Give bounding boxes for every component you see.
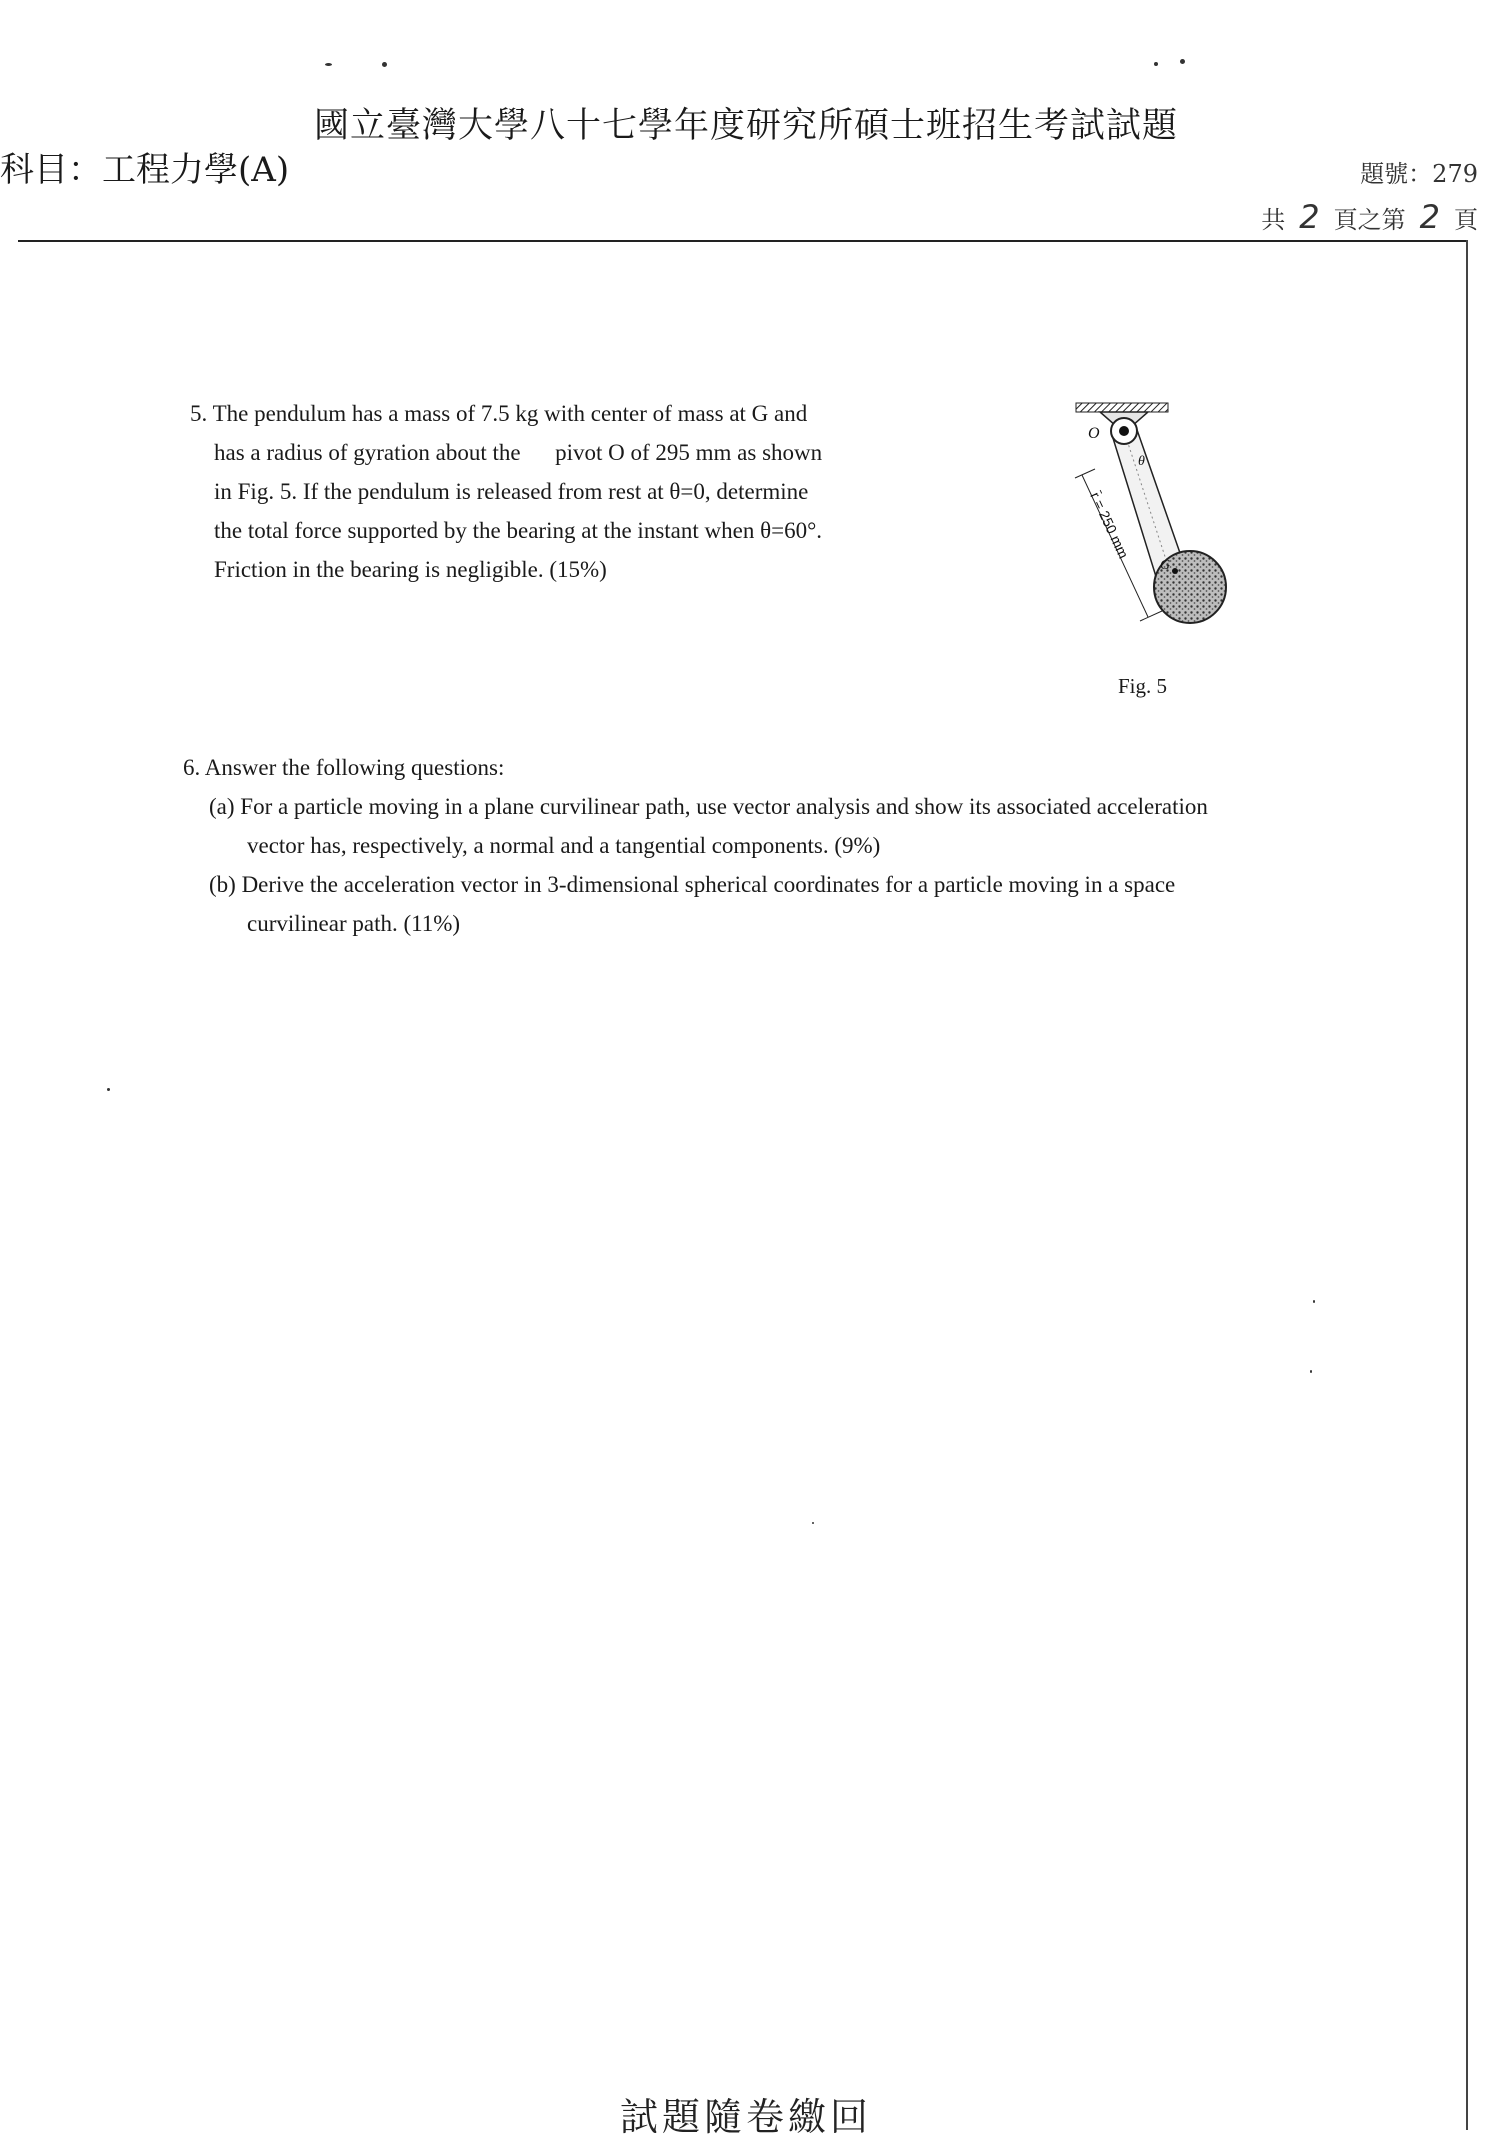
problem-5-line: 5. The pendulum has a mass of 7.5 kg with center of mass at G and	[190, 401, 808, 426]
ceiling-support	[1076, 403, 1168, 412]
problem-6b-line: (b) Derive the acceleration vector in 3-dimensional spherical coordinates for a particle moving in a space	[209, 872, 1176, 897]
problem-5-line: in Fig. 5. If the pendulum is released from rest at θ=0, determine	[214, 479, 809, 504]
page-suffix: 頁	[1454, 206, 1478, 234]
page-total-prefix: 共	[1261, 206, 1286, 234]
problem-6b-line: curvilinear path. (11%)	[247, 911, 461, 936]
pivot-label: O	[1088, 425, 1100, 442]
center-of-mass-marker	[1172, 568, 1178, 574]
problem-6a-line: (a) For a particle moving in a plane curvilinear path, use vector analysis and show its associated acceleration	[209, 794, 1208, 819]
figure-caption: Fig. 5	[1118, 674, 1168, 698]
angle-label: θ	[1138, 454, 1145, 469]
scan-speck	[812, 1522, 814, 1524]
page-total: 2	[1299, 198, 1320, 236]
center-label: G	[1160, 558, 1171, 573]
header-rule	[18, 240, 1468, 242]
distance-label: r̄ = 250 mm	[1087, 489, 1132, 561]
pendulum-figure	[1040, 395, 1300, 635]
subject-label: 科目：工程力學(A)	[0, 150, 290, 190]
problem-6-intro: 6. Answer the following questions:	[183, 755, 505, 780]
scan-speck	[1180, 59, 1185, 64]
scan-speck	[107, 1088, 110, 1091]
scan-speck	[1313, 1300, 1315, 1303]
footer-note: 試題隨卷繳回	[619, 2095, 872, 2139]
scan-speck	[382, 62, 387, 67]
problem-5	[190, 394, 822, 589]
pivot-pin	[1119, 426, 1129, 436]
problem-6-part-a	[183, 787, 1208, 865]
scan-speck	[1154, 62, 1158, 66]
page-count	[1261, 198, 1478, 236]
page-current: 2	[1419, 198, 1440, 236]
page-border-right	[1466, 240, 1468, 2130]
university-exam-title: 國立臺灣大學八十七學年度研究所碩士班招生考試試題	[313, 106, 1178, 146]
problem-6	[183, 748, 1208, 943]
problem-6a-line: vector has, respectively, a normal and a tangential components. (9%)	[247, 833, 881, 858]
page-middle: 頁之第	[1333, 206, 1406, 234]
problem-5-line: has a radius of gyration about the pivot O of 295 mm as shown	[214, 440, 823, 465]
question-number: 題號：279	[1360, 160, 1478, 188]
problem-5-line: the total force supported by the bearing at the instant when θ=60°.	[214, 518, 823, 543]
scan-speck	[325, 63, 332, 66]
problem-5-line: Friction in the bearing is negligible. (15%)	[214, 557, 607, 582]
scan-speck	[1310, 1370, 1312, 1373]
problem-6-part-b	[183, 865, 1208, 943]
